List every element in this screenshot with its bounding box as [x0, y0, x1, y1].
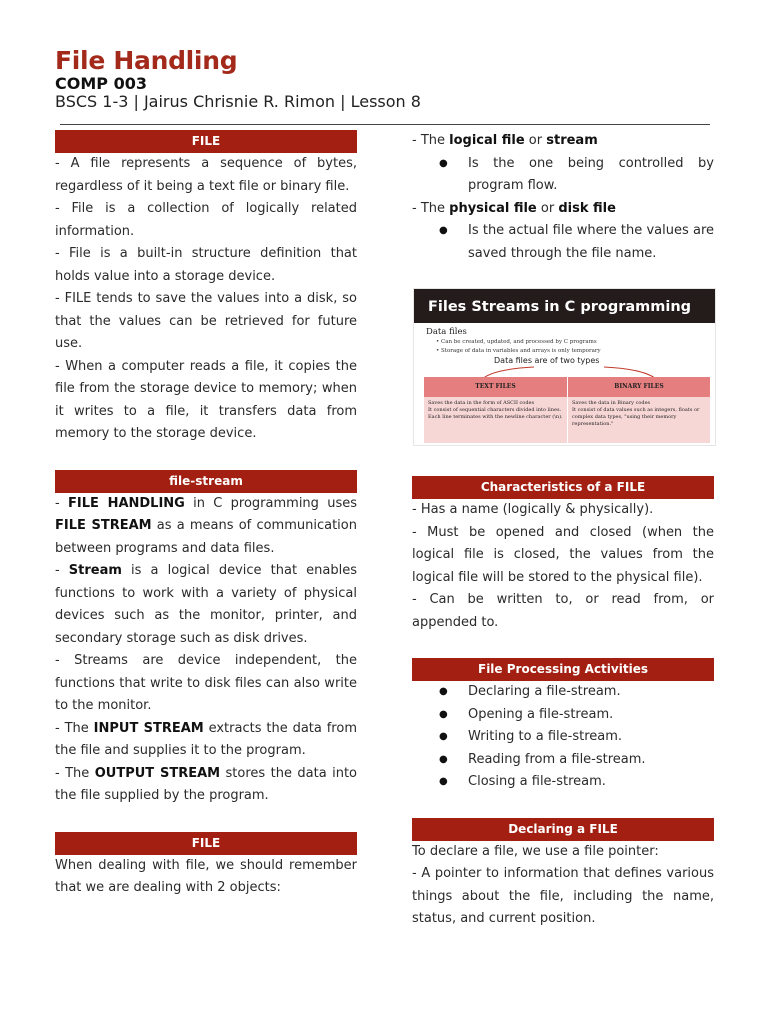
figure-bullet: • Can be created, updated, and processed by C programs: [436, 339, 597, 345]
section-declaring: [412, 818, 714, 931]
paragraph: - The OUTPUT STREAM stores the data into the file supplied by the program.: [55, 765, 357, 803]
right-column-top: [412, 130, 714, 265]
logical-file-line: - The logical file or stream: [412, 133, 598, 148]
section-file-objects: [55, 832, 357, 900]
page-subtitle: BSCS 1-3 | Jairus Chrisnie R. Rimon | Lesson 8: [55, 92, 421, 111]
list-item: ● Declaring a file-stream.: [412, 681, 714, 704]
list-item: ● Reading from a file-stream.: [412, 749, 714, 772]
section-heading: Declaring a FILE: [412, 818, 714, 841]
paragraph: - FILE HANDLING in C programming uses FILE STREAM as a means of communication between programs and data files.: [55, 495, 358, 556]
paragraph: - File is a collection of logically related information.: [55, 201, 357, 239]
section-file: [55, 130, 357, 446]
list-item: ● Closing a file-stream.: [412, 771, 714, 794]
paragraph: When dealing with file, we should remember that we are dealing with 2 objects:: [55, 857, 357, 895]
paragraph: - Has a name (logically & physically).: [412, 502, 654, 517]
figure-types-label: Data files are of two types: [494, 356, 600, 365]
section-file-stream: [55, 470, 357, 808]
section-heading: FILE: [55, 130, 357, 153]
paragraph: To declare a file, we use a file pointer:: [412, 843, 659, 859]
paragraph: - A file represents a sequence of bytes, regardless of it being a text file or binary file.: [55, 156, 357, 194]
right-column-bottom: [412, 476, 714, 931]
paragraph: - FILE tends to save the values into a disk, so that the values can be retrieved for future use.: [55, 291, 357, 351]
section-processing: [412, 658, 714, 794]
figure-col-text: Saves the data in the form of ASCII codes It consist of sequential characters divided into lines. Each line terminates with the newline character (\n).: [424, 397, 567, 443]
header-divider: [60, 124, 710, 125]
paragraph: - File is a built-in structure definition that holds value into a storage device.: [55, 246, 357, 284]
section-heading: File Processing Activities: [412, 658, 714, 681]
section-heading: Characteristics of a FILE: [412, 476, 714, 499]
paragraph: - Streams are device independent, the functions that write to disk files can also write to the monitor.: [55, 653, 357, 713]
section-heading: FILE: [55, 832, 357, 855]
physical-file-line: - The physical file or disk file: [412, 200, 616, 216]
paragraph: - The INPUT STREAM extracts the data from the file and supplies it to the program.: [55, 720, 357, 758]
list-item: ● Writing to a file-stream.: [412, 726, 714, 749]
figure-col-head: TEXT FILES: [424, 377, 567, 397]
figure-title: Files Streams in C programming: [414, 289, 715, 323]
course-code: COMP 003: [55, 74, 147, 93]
section-heading: file-stream: [55, 470, 357, 493]
paragraph: - Must be opened and closed (when the logical file is closed, the values from the logical file will be stored to the physical file).: [412, 524, 714, 585]
page-title: File Handling: [55, 46, 238, 75]
figure-col-text: Saves the data in Binary codes It consist of data values such as integers, floats or complex data types, "using their memory representation.": [568, 397, 710, 443]
paragraph: - Can be written to, or read from, or appended to.: [412, 592, 714, 630]
paragraph: - When a computer reads a file, it copies the file from the storage device to memory; when it writes to a file, it transfers data from memory to the storage device.: [55, 358, 357, 441]
figure-col-head: BINARY FILES: [568, 377, 710, 397]
left-column: [55, 130, 357, 900]
paragraph: - A pointer to information that defines various things about the file, including the name, status, and current position.: [412, 866, 714, 926]
figure-bullet: • Storage of data in variables and arrays is only temporary: [436, 348, 601, 354]
figure-body: [414, 323, 715, 445]
figure-subtitle: Data files: [426, 327, 467, 337]
file-streams-figure: [413, 288, 716, 446]
list-item: ● Opening a file-stream.: [412, 704, 714, 727]
paragraph: - Stream is a logical device that enables functions to work with a variety of physical devices such as the monitor, printer, and secondary storage such as disk drives.: [55, 563, 357, 646]
bullet-item: ● Is the one being controlled by program flow.: [412, 153, 714, 198]
bullet-item: ● Is the actual file where the values are saved through the file name.: [412, 220, 714, 265]
section-characteristics: [412, 476, 714, 634]
